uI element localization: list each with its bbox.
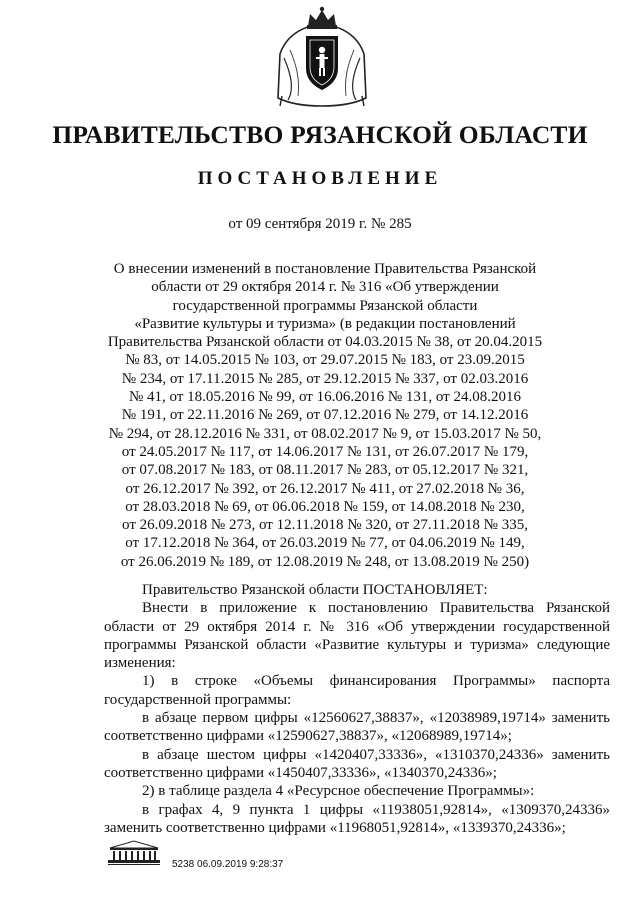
body-paragraph: в графах 4, 9 пункта 1 цифры «11938051,92814», «1309370,24336» заменить соответственно цифрами «11968051,92814», «1339370,24336»; bbox=[104, 801, 610, 836]
subject-line: Правительства Рязанской области от 04.03.2015 № 38, от 20.04.2015 bbox=[107, 334, 543, 351]
coat-of-arms-icon bbox=[276, 6, 368, 110]
subject-line: № 41, от 18.05.2016 № 99, от 16.06.2016 № 131, от 24.08.2016 bbox=[128, 389, 521, 406]
subject-line: «Развитие культуры и туризма» (в редакции постановлений bbox=[134, 315, 516, 332]
subject-line: от 17.12.2018 № 364, от 26.03.2019 № 77, от 04.06.2019 № 149, bbox=[125, 535, 525, 552]
subject-line: О внесении изменений в постановление Правительства Рязанской bbox=[113, 261, 537, 277]
document-date-number: от 09 сентября 2019 г. № 285 bbox=[228, 216, 412, 232]
body-paragraph: в абзаце шестом цифры «1420407,33336», «1310370,24336» заменить соответственно цифрами «1450407,33336», «1340370,24336»; bbox=[104, 746, 610, 781]
subject-line: № 191, от 22.11.2016 № 269, от 07.12.2016 № 279, от 14.12.2016 bbox=[121, 407, 529, 424]
body-paragraph: 2) в таблице раздела 4 «Ресурсное обеспечение Программы»: bbox=[142, 783, 535, 800]
building-logo-icon bbox=[106, 838, 162, 866]
subject-line: области от 29 октября 2014 г. № 316 «Об утверждении bbox=[151, 279, 499, 296]
body-paragraph: Внести в приложение к постановлению Правительства Рязанской области от 29 октября 2014 г. № 316 «Об утверждении государственной программы Рязанской области «Развитие культуры и туризма» следующие изменения: bbox=[104, 600, 610, 672]
document-type: ПОСТАНОВЛЕНИЕ bbox=[197, 168, 443, 189]
subject-line: № 294, от 28.12.2016 № 331, от 08.02.2017 № 9, от 15.03.2017 № 50, bbox=[108, 425, 542, 442]
subject-line: государственной программы Рязанской области bbox=[172, 297, 478, 314]
decree-statement: Правительство Рязанской области ПОСТАНОВЛЯЕТ: bbox=[142, 582, 488, 598]
body-paragraph: в абзаце первом цифры «12560627,38837», «12038989,19714» заменить соответственно цифрами «12590627,38837», «12068989,19714»; bbox=[104, 710, 610, 745]
document-subject bbox=[90, 260, 560, 571]
subject-line: от 07.08.2017 № 183, от 08.11.2017 № 283, от 05.12.2017 № 321, bbox=[121, 462, 529, 479]
subject-line: от 24.05.2017 № 117, от 14.06.2017 № 131, от 26.07.2017 № 179, bbox=[121, 443, 529, 460]
registration-stamp: 5238 06.09.2019 9:28:37 bbox=[172, 859, 284, 870]
government-title: ПРАВИТЕЛЬСТВО РЯЗАНСКОЙ ОБЛАСТИ bbox=[52, 120, 588, 149]
subject-line: от 26.12.2017 № 392, от 26.12.2017 № 411, от 27.02.2018 № 36, bbox=[125, 480, 525, 497]
subject-line: от 28.03.2018 № 69, от 06.06.2018 № 159, от 14.08.2018 № 230, bbox=[125, 498, 525, 515]
subject-line: № 83, от 14.05.2015 № 103, от 29.07.2015 № 183, от 23.09.2015 bbox=[125, 352, 525, 369]
document-body bbox=[104, 581, 610, 837]
subject-line: от 26.06.2019 № 189, от 12.08.2019 № 248, от 13.08.2019 № 250) bbox=[120, 553, 530, 570]
body-paragraph: 1) в строке «Объемы финансирования Программы» паспорта государственной программы: bbox=[104, 673, 610, 708]
subject-line: № 234, от 17.11.2015 № 285, от 29.12.2015 № 337, от 02.03.2016 bbox=[121, 370, 529, 387]
subject-line: от 26.09.2018 № 273, от 12.11.2018 № 320, от 27.11.2018 № 335, bbox=[122, 517, 528, 534]
